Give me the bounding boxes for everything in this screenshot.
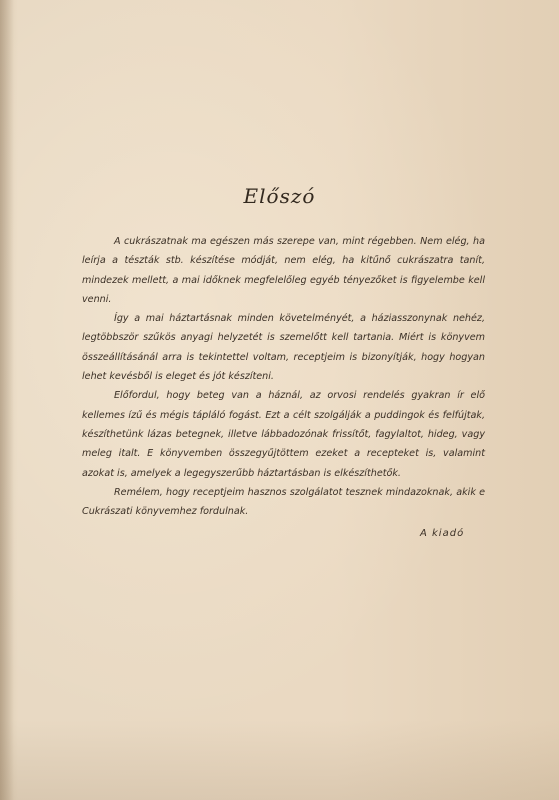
preface-paragraph: Előfordul, hogy beteg van a háznál, az orvosi rendelés gyakran ír elő kellemes ízű és mégis tápláló fogást. Ezt a célt szolgálják a puddingok és felfújtak, készíthetünk lázas betegnek, illetve lábbadozónak frissítőt, fagylaltot, hideg, vagy meleg italt. E könyvemben összegyűjtöttem ezeket a recepteket is, valamint azokat is, amelyek a legegyszerűbb háztartásban is elkészíthetők. [82, 390, 485, 479]
signature: A kiadó [420, 528, 465, 539]
preface-paragraph: A cukrászatnak ma egészen más szerepe van, mint régebben. Nem elég, ha leírja a tészták stb. készítése módját, nem elég, ha kitűnő cukrászatra tanít, mindezek mellett, a mai időknek megfelelőleg egyéb tényezőket is figyelembe kell venni. [82, 236, 485, 305]
page-title: Előszó [243, 184, 316, 208]
preface-paragraph: Remélem, hogy receptjeim hasznos szolgálatot tesznek mindazoknak, akik e Cukrászati könyvemhez fordulnak. [82, 486, 485, 518]
preface-text [82, 232, 485, 521]
preface-paragraph: Így a mai háztartásnak minden követelményét, a háziasszonynak nehéz, legtöbbször szűkös anyagi helyzetét is szemelőtt kell tartania. Miért is könyvem összeállításánál arra is tekintettel voltam, receptjeim is bizonyítják, hogy hogyan lehet kevésből is eleget és jót készíteni. [82, 313, 485, 383]
